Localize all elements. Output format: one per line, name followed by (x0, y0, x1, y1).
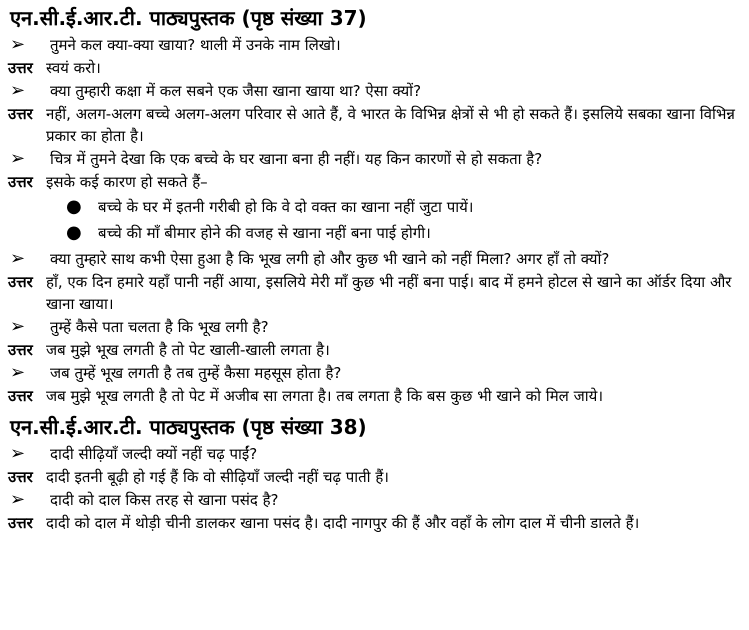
question-8 (8, 489, 741, 511)
answer-text: दादी को दाल में थोड़ी चीनी डालकर खाना पसंद है। दादी नागपुर की हैं और वहाँ के लोग दाल में चीनी डालते हैं। (46, 514, 640, 532)
question-4 (8, 248, 741, 270)
answer-5 (8, 339, 741, 361)
answer-label: उत्तर (8, 468, 33, 486)
answer-label: उत्तर (8, 59, 33, 77)
answer-text: हाँ, एक दिन हमारे यहाँ पानी नहीं आया, इसलिये मेरी माँ कुछ भी नहीं बना पाई। बाद में हमने होटल से खाने का ऑर्डर दिया और खाना खाया। (46, 273, 732, 313)
question-text: दादी को दाल किस तरह से खाना पसंद है? (50, 491, 279, 509)
list-item-text: बच्चे के घर में इतनी गरीबी हो कि वे दो वक्त का खाना नहीं जुटा पायें। (98, 198, 474, 216)
answer-label: उत्तर (8, 105, 33, 123)
question-6 (8, 362, 741, 384)
question-7 (8, 443, 741, 465)
arrow-bullet-icon: ➢ (10, 148, 26, 169)
answer-8 (8, 512, 741, 534)
question-text: क्या तुम्हारे साथ कभी ऐसा हुआ है कि भूख लगी हो और कुछ भी खाने को नहीं मिला? अगर हाँ तो क्यों? (50, 250, 610, 268)
section-heading-page-38: एन.सी.ई.आर.टी. पाठ्यपुस्तक (पृष्ठ संख्या 38) (10, 415, 367, 439)
answer-1 (8, 57, 741, 79)
arrow-bullet-icon: ➢ (10, 248, 26, 269)
question-3 (8, 148, 741, 170)
answer-label: उत्तर (8, 341, 33, 359)
question-5 (8, 316, 741, 338)
answer-4 (8, 271, 741, 315)
answer-text: स्वयं करो। (46, 59, 101, 77)
answer-7 (8, 466, 741, 488)
question-text: तुमने कल क्या-क्या खाया? थाली में उनके नाम लिखो। (50, 36, 341, 54)
answer-label: उत्तर (8, 273, 33, 291)
arrow-bullet-icon: ➢ (10, 362, 26, 383)
answer-label: उत्तर (8, 514, 33, 532)
question-text: दादी सीढ़ियाँ जल्दी क्यों नहीं चढ़ पाईं? (50, 445, 258, 463)
list-item (66, 220, 741, 246)
bullet-dot-icon: ● (66, 196, 82, 217)
section-heading-page-37: एन.सी.ई.आर.टी. पाठ्यपुस्तक (पृष्ठ संख्या 37) (10, 6, 367, 30)
answer-3-bullet-list (66, 194, 741, 246)
answer-text: नहीं, अलग-अलग बच्चे अलग-अलग परिवार से आते हैं, वे भारत के विभिन्न क्षेत्रों से भी हो सकते हैं। इसलिये सबका खाना विभिन्न प्रकार का होता है। (46, 105, 735, 145)
arrow-bullet-icon: ➢ (10, 80, 26, 101)
arrow-bullet-icon: ➢ (10, 316, 26, 337)
list-item (66, 194, 741, 220)
arrow-bullet-icon: ➢ (10, 34, 26, 55)
arrow-bullet-icon: ➢ (10, 489, 26, 510)
answer-text: इसके कई कारण हो सकते हैं– (46, 173, 208, 191)
question-1 (8, 34, 741, 56)
answer-label: उत्तर (8, 387, 33, 405)
arrow-bullet-icon: ➢ (10, 443, 26, 464)
question-text: जब तुम्हें भूख लगती है तब तुम्हें कैसा महसूस होता है? (50, 364, 342, 382)
answer-6 (8, 385, 741, 407)
answer-3 (8, 171, 741, 193)
question-text: चित्र में तुमने देखा कि एक बच्चे के घर खाना बना ही नहीं। यह किन कारणों से हो सकता है? (50, 150, 543, 168)
question-text: तुम्हें कैसे पता चलता है कि भूख लगी है? (50, 318, 269, 336)
list-item-text: बच्चे की माँ बीमार होने की वजह से खाना नहीं बना पाई होगी। (98, 224, 431, 242)
answer-text: जब मुझे भूख लगती है तो पेट खाली-खाली लगता है। (46, 341, 330, 359)
answer-label: उत्तर (8, 173, 33, 191)
question-text: क्या तुम्हारी कक्षा में कल सबने एक जैसा खाना खाया था? ऐसा क्यों? (50, 82, 422, 100)
question-2 (8, 80, 741, 102)
answer-text: दादी इतनी बूढ़ी हो गई हैं कि वो सीढ़ियाँ जल्दी नहीं चढ़ पाती हैं। (46, 468, 389, 486)
answer-2 (8, 103, 741, 147)
answer-text: जब मुझे भूख लगती है तो पेट में अजीब सा लगता है। तब लगता है कि बस कुछ भी खाने को मिल जाये। (46, 387, 604, 405)
bullet-dot-icon: ● (66, 222, 82, 243)
